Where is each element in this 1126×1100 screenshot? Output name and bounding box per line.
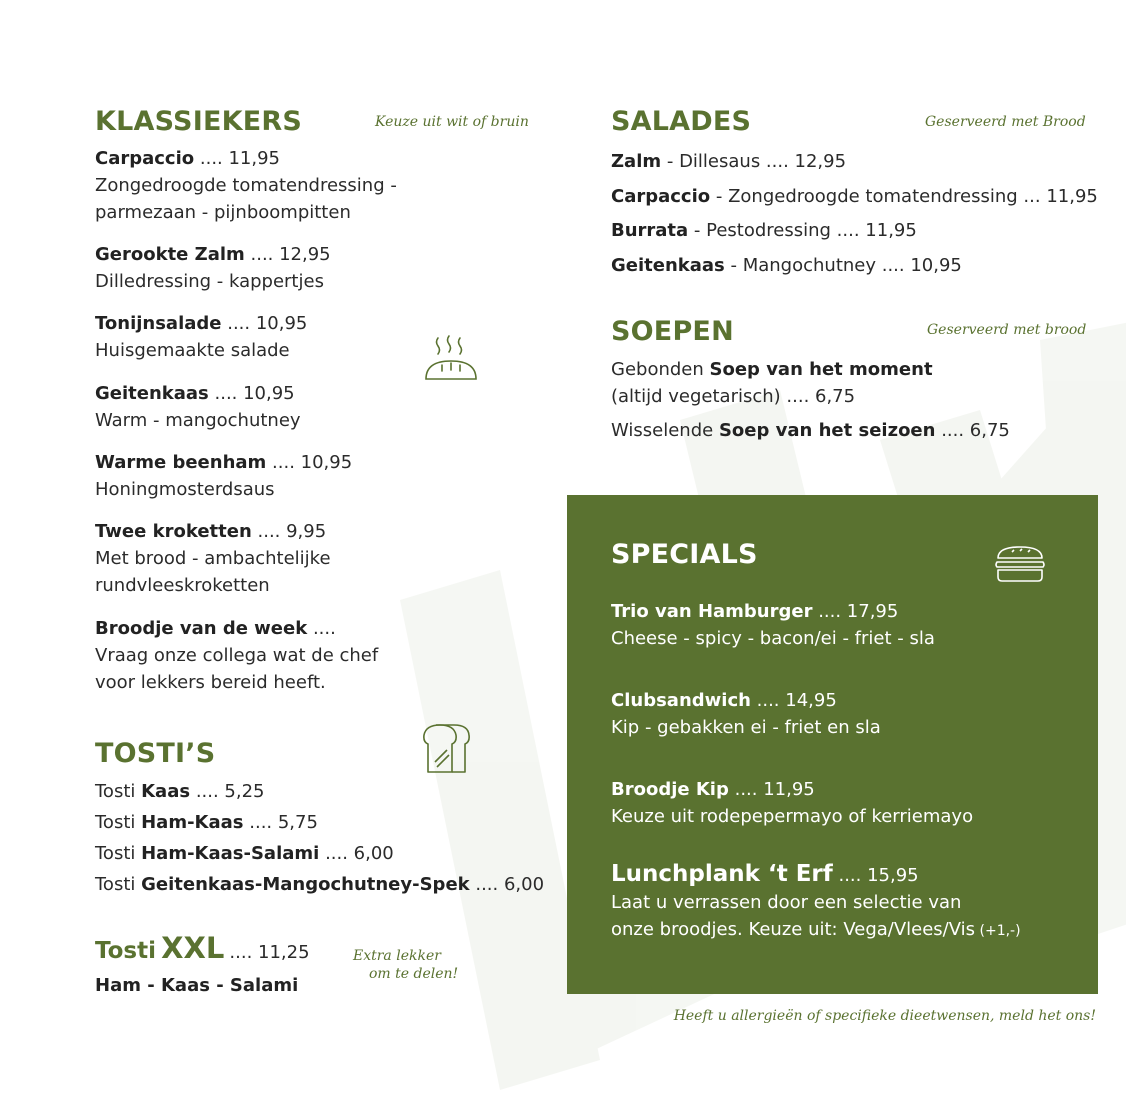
menu-item: Trio van Hamburger .... 17,95 Cheese - spicy - bacon/ei - friet - sla	[611, 601, 935, 649]
menu-item: Gebonden Soep van het moment (altijd vegetarisch) .... 6,75	[611, 359, 933, 407]
item-desc: Met brood - ambachtelijke	[95, 548, 331, 569]
item-price: .... 11,25	[229, 942, 310, 963]
tosti-xxl-desc: Ham - Kaas - Salami	[95, 975, 299, 996]
tosti-list	[95, 776, 555, 900]
menu-item	[95, 145, 545, 226]
item-price: .... 11,95	[199, 148, 281, 169]
item-name: Broodje van de week	[95, 618, 308, 639]
soepen-title: SOEPEN	[611, 316, 734, 347]
menu-item: Wisselende Soep van het seizoen .... 6,75	[611, 420, 1010, 441]
menu-item	[95, 241, 331, 295]
item-price: .... 10,95	[227, 313, 308, 334]
sandwich-icon	[995, 545, 1045, 583]
list-item: Geitenkaas - Mangochutney .... 10,95	[611, 254, 962, 276]
list-item: Tosti Geitenkaas-Mangochutney-Spek .... 6,00	[95, 874, 545, 895]
item-desc: Warm - mangochutney	[95, 410, 301, 431]
item-price: ....	[312, 618, 336, 639]
menu-item	[95, 615, 378, 696]
item-name: Twee kroketten	[95, 521, 252, 542]
item-desc: rundvleeskroketten	[95, 575, 270, 596]
menu-item: Lunchplank ‘t Erf .... 15,95 Laat u verrassen door een selectie van onze broodjes. Keuze uit: Vega/Vlees/Vis (+1,-)	[611, 861, 1021, 940]
menu-item	[95, 449, 352, 503]
list-item: Burrata - Pestodressing .... 11,95	[611, 220, 917, 241]
list-item: Zalm - Dillesaus .... 12,95	[611, 151, 847, 172]
item-name: Gerookte Zalm	[95, 244, 245, 265]
menu-item	[95, 310, 307, 364]
item-desc: Huisgemaakte salade	[95, 340, 290, 361]
item-name: Geitenkaas	[95, 383, 209, 404]
menu-item	[95, 380, 301, 434]
warm-bread-icon	[422, 334, 480, 384]
menu-item: Broodje Kip .... 11,95 Keuze uit rodepepermayo of kerriemayo	[611, 779, 974, 827]
item-name: Warme beenham	[95, 452, 267, 473]
allergy-note: Heeft u allergieën of specifieke dieetwensen, meld het ons!	[673, 1008, 1096, 1024]
tostis-title: TOSTI’S	[95, 738, 216, 769]
tosti-xxl-note: Extra lekker om te delen!	[353, 948, 459, 982]
toast-icon	[422, 722, 470, 776]
tosti-xxl-label: Tosti	[95, 938, 157, 964]
item-desc: parmezaan - pijnboompitten	[95, 202, 351, 223]
tosti-xxl	[95, 931, 310, 966]
item-price: .... 10,95	[214, 383, 295, 404]
item-desc: Vraag onze collega wat de chef	[95, 645, 379, 666]
list-item: Tosti Ham-Kaas-Salami .... 6,00	[95, 843, 394, 864]
item-name: Carpaccio	[95, 148, 195, 169]
item-desc: voor lekkers bereid heeft.	[95, 672, 326, 693]
salades-title: SALADES	[611, 106, 752, 137]
item-name: Tonijnsalade	[95, 313, 222, 334]
item-desc: Dilledressing - kappertjes	[95, 271, 324, 292]
item-price: .... 12,95	[250, 244, 331, 265]
klassiekers-title: KLASSIEKERS	[95, 106, 302, 137]
item-price: .... 9,95	[257, 521, 327, 542]
klassiekers-note: Keuze uit wit of bruin	[375, 114, 529, 130]
specials-panel	[567, 495, 1098, 994]
list-item: Tosti Kaas .... 5,25	[95, 781, 265, 802]
item-desc: Honingmosterdsaus	[95, 479, 275, 500]
soepen-note: Geserveerd met brood	[927, 322, 1087, 338]
menu-item: Clubsandwich .... 14,95 Kip - gebakken ei - friet en sla	[611, 690, 881, 738]
specials-title: SPECIALS	[611, 539, 758, 570]
salades-list	[611, 145, 1111, 283]
salades-note: Geserveerd met Brood	[925, 114, 1086, 130]
list-item: Tosti Ham-Kaas .... 5,75	[95, 812, 318, 833]
tosti-xxl-big: XXL	[161, 931, 225, 965]
item-desc: Zongedroogde tomatendressing -	[95, 175, 397, 196]
item-price: .... 10,95	[272, 452, 353, 473]
menu-item	[95, 518, 331, 599]
list-item: Carpaccio - Zongedroogde tomatendressing ... 11,95	[611, 185, 1098, 207]
